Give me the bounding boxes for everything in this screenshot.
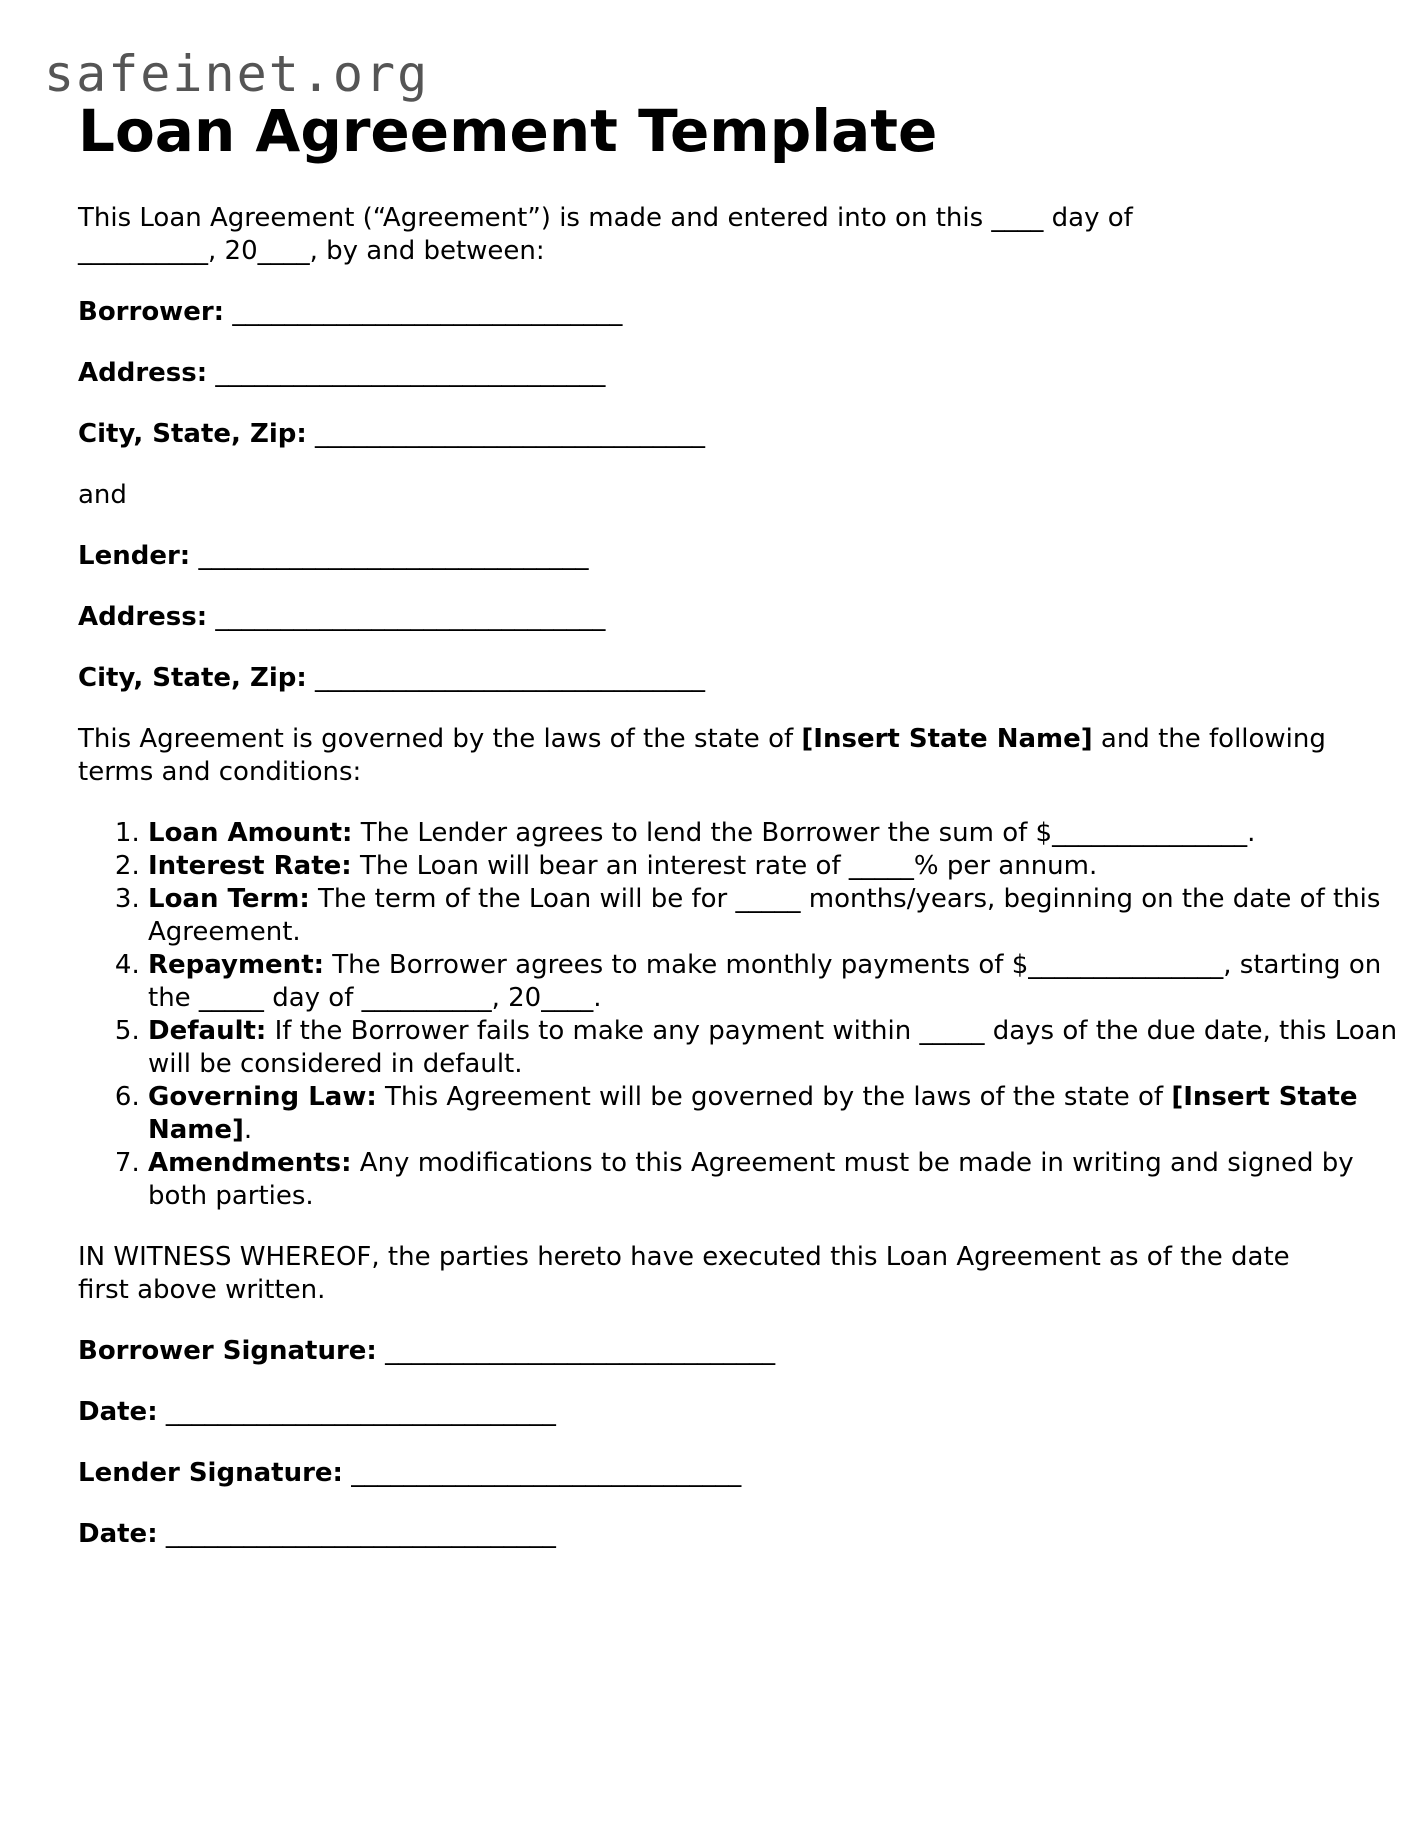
- lender-name-label: Lender:: [78, 541, 191, 571]
- borrower-city-label: City, State, Zip:: [78, 419, 307, 449]
- term-text: The Lender agrees to lend the Borrower the sum of $_______________.: [352, 818, 1256, 848]
- lender-signature-field: [78, 1457, 1358, 1490]
- term-label: Loan Amount:: [148, 818, 353, 848]
- lender-date-label: Date:: [78, 1519, 158, 1549]
- borrower-city-field: [78, 418, 1358, 451]
- governing-state-placeholder: [Insert State Name]: [801, 724, 1093, 754]
- term-loan-term: [148, 883, 1418, 949]
- lender-city-blank: ______________________________: [315, 663, 706, 693]
- and-separator: and: [78, 480, 127, 510]
- page-title: Loan Agreement Template: [78, 97, 938, 165]
- term-state-placeholder: [Insert State Name]: [148, 1082, 1358, 1145]
- lender-date-blank: ______________________________: [165, 1519, 556, 1549]
- governing-post: and the following terms and conditions:: [78, 724, 1326, 787]
- term-loan-amount: [148, 817, 1418, 850]
- term-text: Any modifications to this Agreement must be made in writing and signed by both parties.: [148, 1148, 1354, 1211]
- term-label: Default:: [148, 1016, 267, 1046]
- term-default: [148, 1015, 1418, 1081]
- borrower-name-label: Borrower:: [78, 297, 225, 327]
- lender-name-blank: ______________________________: [198, 541, 589, 571]
- borrower-signature-blank: ______________________________: [385, 1336, 776, 1366]
- borrower-address-blank: ______________________________: [215, 358, 606, 388]
- borrower-date-field: [78, 1396, 1358, 1429]
- term-text: The Borrower agrees to make monthly payments of $_______________, starting on the _____ day of __________, 20____.: [148, 950, 1382, 1013]
- term-tail: .: [243, 1115, 253, 1145]
- lender-name-field: [78, 540, 1358, 573]
- borrower-address-field: [78, 357, 1358, 390]
- borrower-name-blank: ______________________________: [232, 297, 623, 327]
- lender-address-blank: ______________________________: [215, 602, 606, 632]
- term-governing-law: [148, 1081, 1418, 1147]
- lender-city-label: City, State, Zip:: [78, 663, 307, 693]
- lender-signature-blank: ______________________________: [351, 1458, 742, 1488]
- borrower-date-blank: ______________________________: [165, 1397, 556, 1427]
- governing-pre: This Agreement is governed by the laws of the state of: [78, 724, 802, 754]
- term-text: This Agreement will be governed by the laws of the state of: [376, 1082, 1172, 1112]
- borrower-address-label: Address:: [78, 358, 208, 388]
- borrower-date-label: Date:: [78, 1397, 158, 1427]
- intro-paragraph: This Loan Agreement (“Agreement”) is made and entered into on this ____ day of __________, 20____, by and between:: [78, 203, 1133, 266]
- term-label: Governing Law:: [148, 1082, 377, 1112]
- lender-signature-label: Lender Signature:: [78, 1458, 343, 1488]
- term-interest-rate: [148, 850, 1418, 883]
- lender-date-field: [78, 1518, 1358, 1551]
- terms-list: [78, 817, 1418, 1213]
- term-label: Amendments:: [148, 1148, 352, 1178]
- term-text: The term of the Loan will be for _____ months/years, beginning on the date of this Agreement.: [148, 884, 1381, 947]
- term-repayment: [148, 949, 1418, 1015]
- term-text: If the Borrower fails to make any payment within _____ days of the due date, this Loan will be considered in default.: [148, 1016, 1398, 1079]
- term-amendments: [148, 1147, 1418, 1213]
- term-label: Loan Term:: [148, 884, 310, 914]
- borrower-signature-label: Borrower Signature:: [78, 1336, 377, 1366]
- document-page: [78, 96, 1398, 1551]
- lender-address-label: Address:: [78, 602, 208, 632]
- witness-paragraph: IN WITNESS WHEREOF, the parties hereto have executed this Loan Agreement as of the date first above written.: [78, 1242, 1290, 1305]
- term-text: The Loan will bear an interest rate of _____% per annum.: [351, 851, 1098, 881]
- lender-city-field: [78, 662, 1358, 695]
- borrower-name-field: [78, 296, 1358, 329]
- borrower-city-blank: ______________________________: [315, 419, 706, 449]
- governing-paragraph: [78, 723, 1338, 789]
- term-label: Repayment:: [148, 950, 325, 980]
- lender-address-field: [78, 601, 1358, 634]
- term-label: Interest Rate:: [148, 851, 352, 881]
- borrower-signature-field: [78, 1335, 1358, 1368]
- watermark: safeinet.org: [44, 45, 430, 103]
